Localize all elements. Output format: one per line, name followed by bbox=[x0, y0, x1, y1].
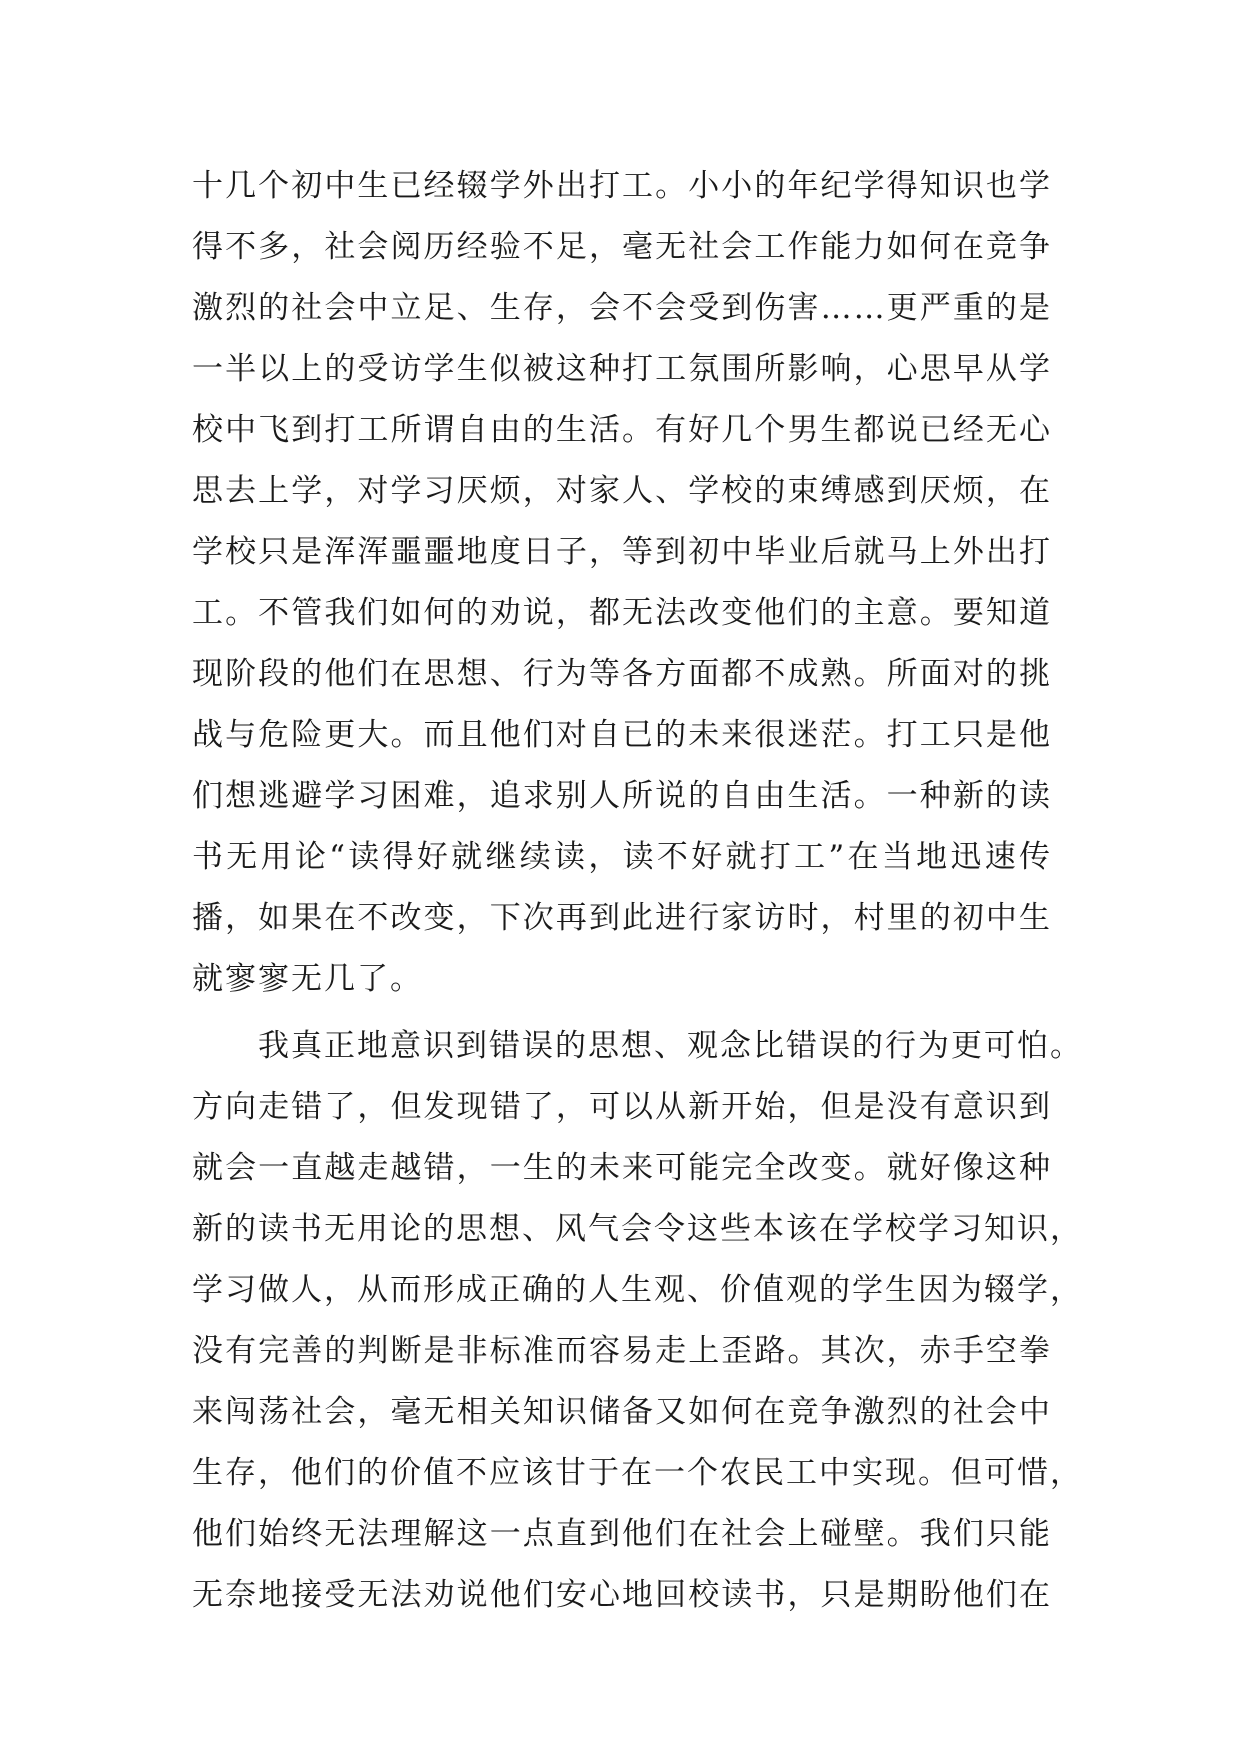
text-line: 学校只是浑浑噩噩地度日子，等到初中毕业后就马上外出打 bbox=[192, 534, 1052, 570]
text-line: 得不多，社会阅历经验不足，毫无社会工作能力如何在竞争 bbox=[192, 229, 1052, 265]
text-line: 播，如果在不改变，下次再到此进行家访时，村里的初中生 bbox=[192, 900, 1052, 936]
text-line: 新的读书无用论的思想、风气会令这些本该在学校学习知识， bbox=[192, 1211, 1083, 1247]
text-line: 生存，他们的价值不应该甘于在一个农民工中实现。但可惜， bbox=[192, 1455, 1083, 1491]
text-line: 就会一直越走越错，一生的未来可能完全改变。就好像这种 bbox=[192, 1150, 1052, 1186]
text-line: 一半以上的受访学生似被这种打工氛围所影响，心思早从学 bbox=[192, 351, 1052, 387]
text-line: 无奈地接受无法劝说他们安心地回校读书，只是期盼他们在 bbox=[192, 1577, 1052, 1613]
body-text bbox=[192, 156, 1083, 1626]
text-line: 们想逃避学习困难，追求别人所说的自由生活。一种新的读 bbox=[192, 778, 1052, 814]
text-line: 激烈的社会中立足、生存，会不会受到伤害……更严重的是 bbox=[192, 290, 1052, 326]
text-line: 来闯荡社会，毫无相关知识储备又如何在竞争激烈的社会中 bbox=[192, 1394, 1052, 1430]
text-line: 方向走错了，但发现错了，可以从新开始，但是没有意识到 bbox=[192, 1089, 1052, 1125]
text-line: 没有完善的判断是非标准而容易走上歪路。其次，赤手空拳 bbox=[192, 1333, 1052, 1369]
paragraph-2 bbox=[192, 1016, 1083, 1626]
text-line: 校中飞到打工所谓自由的生活。有好几个男生都说已经无心 bbox=[192, 412, 1052, 448]
text-line: 就寥寥无几了。 bbox=[192, 961, 423, 997]
text-line: 战与危险更大。而且他们对自已的未来很迷茫。打工只是他 bbox=[192, 717, 1052, 753]
text-line: 十几个初中生已经辍学外出打工。小小的年纪学得知识也学 bbox=[192, 168, 1052, 204]
text-line: 工。不管我们如何的劝说，都无法改变他们的主意。要知道 bbox=[192, 595, 1052, 631]
paragraph-1 bbox=[192, 156, 1052, 1010]
text-line: 他们始终无法理解这一点直到他们在社会上碰壁。我们只能 bbox=[192, 1516, 1052, 1552]
text-line: 思去上学，对学习厌烦，对家人、学校的束缚感到厌烦，在 bbox=[192, 473, 1052, 509]
text-line: 学习做人，从而形成正确的人生观、价值观的学生因为辍学， bbox=[192, 1272, 1083, 1308]
text-line: 我真正地意识到错误的思想、观念比错误的行为更可怕。 bbox=[258, 1028, 1083, 1064]
text-line: 现阶段的他们在思想、行为等各方面都不成熟。所面对的挑 bbox=[192, 656, 1052, 692]
text-line: 书无用论“读得好就继续读，读不好就打工”在当地迅速传 bbox=[192, 839, 1052, 875]
